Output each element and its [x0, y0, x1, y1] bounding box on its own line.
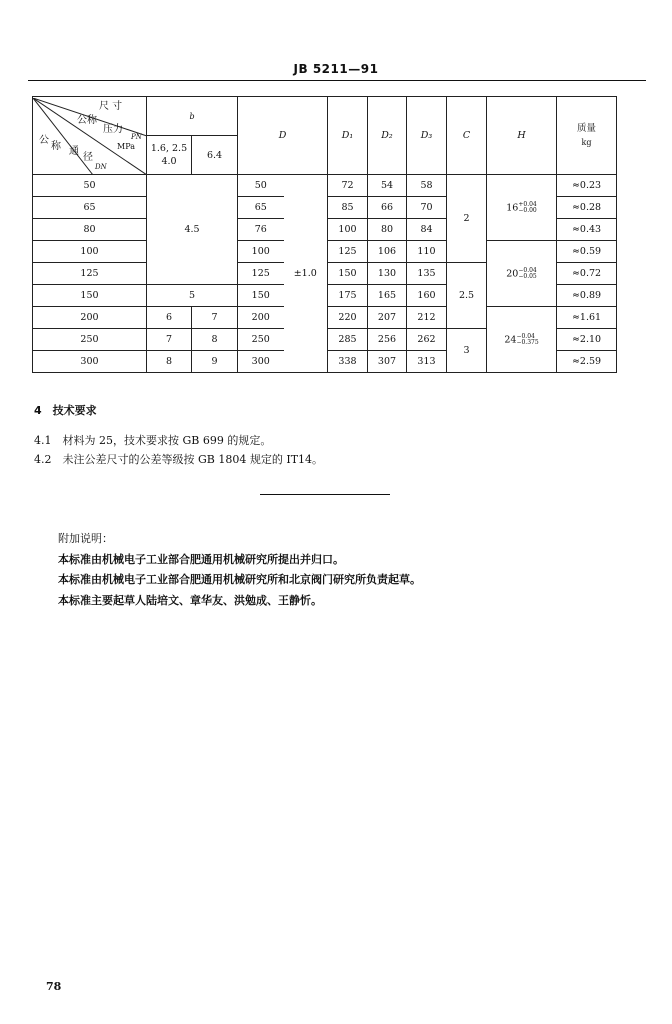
d2-cell: 54 — [368, 175, 407, 197]
dn-cell: 250 — [33, 329, 147, 351]
mass-cell: ≈0.28 — [557, 197, 617, 219]
header-b-pressure-low-1: 1.6, 2.5 — [150, 143, 188, 154]
d1-cell: 175 — [328, 285, 368, 307]
dn-cell: 125 — [33, 263, 147, 285]
d1-cell: 338 — [328, 351, 368, 373]
d2-cell: 66 — [368, 197, 407, 219]
mass-cell: ≈0.23 — [557, 175, 617, 197]
d3-cell: 212 — [407, 307, 447, 329]
d-cell: 200 — [238, 307, 284, 329]
d-tolerance-cell: ±1.0 — [284, 175, 328, 373]
d-cell: 100 — [238, 241, 284, 263]
section-title-tech-requirements: 4 技术要求 — [34, 404, 97, 417]
d3-cell: 58 — [407, 175, 447, 197]
d-cell: 76 — [238, 219, 284, 241]
separator-rule — [260, 494, 390, 495]
h-cell — [487, 241, 557, 307]
requirement-item-4-1: 4.1 材料为 25，技术要求按 GB 699 的规定。 — [34, 434, 272, 447]
header-D: D — [238, 97, 328, 175]
dn-cell: 80 — [33, 219, 147, 241]
h-upper-dev: −0.04 — [516, 332, 535, 340]
c-cell: 2 — [447, 175, 487, 263]
header-b: b — [147, 97, 238, 136]
dimension-table — [32, 96, 617, 373]
header-D2: D₂ — [368, 97, 407, 175]
d1-cell: 85 — [328, 197, 368, 219]
d2-cell: 256 — [368, 329, 407, 351]
diag-label-nom-b: 称 — [51, 140, 61, 152]
d3-cell: 110 — [407, 241, 447, 263]
diagonal-lines — [33, 98, 147, 175]
h-base: 20 — [506, 268, 519, 279]
c-cell: 3 — [447, 329, 487, 373]
page-number: 78 — [46, 980, 62, 993]
d2-cell: 207 — [368, 307, 407, 329]
header-C: C — [447, 97, 487, 175]
d-cell: 65 — [238, 197, 284, 219]
header-mass — [557, 97, 617, 175]
note-line-2: 本标准由机械电子工业部合肥通用机械研究所和北京阀门研究所负责起草。 — [58, 573, 421, 586]
d2-cell: 130 — [368, 263, 407, 285]
header-rule — [28, 80, 646, 81]
h-lower-dev: −0.00 — [518, 206, 537, 214]
b-low-cell: 8 — [147, 351, 192, 373]
dn-cell: 300 — [33, 351, 147, 373]
header-b-pressure-high: 6.4 — [192, 136, 238, 175]
h-upper-dev: +0.04 — [518, 200, 537, 208]
mass-cell: ≈1.61 — [557, 307, 617, 329]
additional-notes-title: 附加说明： — [58, 532, 113, 545]
b-merged-cell: 4.5 — [147, 175, 238, 285]
d1-cell: 285 — [328, 329, 368, 351]
d3-cell: 160 — [407, 285, 447, 307]
d3-cell: 262 — [407, 329, 447, 351]
d-cell: 125 — [238, 263, 284, 285]
d-cell: 250 — [238, 329, 284, 351]
dn-cell: 200 — [33, 307, 147, 329]
dn-cell: 100 — [33, 241, 147, 263]
c-cell: 2.5 — [447, 263, 487, 329]
h-base: 24 — [504, 334, 517, 345]
d1-cell: 72 — [328, 175, 368, 197]
h-lower-dev: −0.375 — [516, 338, 539, 346]
header-mass-label: 质量 — [576, 123, 596, 134]
diag-label-pressure-a: 公称 — [77, 114, 97, 126]
h-cell — [487, 307, 557, 373]
header-D1: D₁ — [328, 97, 368, 175]
document-code-header: JB 5211—91 — [293, 62, 379, 76]
mass-cell: ≈0.59 — [557, 241, 617, 263]
diag-label-mpa: MPa — [117, 141, 135, 151]
d2-cell: 307 — [368, 351, 407, 373]
d1-cell: 125 — [328, 241, 368, 263]
d3-cell: 70 — [407, 197, 447, 219]
h-base: 16 — [506, 202, 519, 213]
diag-label-nom-d: 径 — [83, 151, 93, 163]
b-high-cell: 8 — [192, 329, 238, 351]
b-low-cell: 6 — [147, 307, 192, 329]
b-high-cell: 7 — [192, 307, 238, 329]
d3-cell: 135 — [407, 263, 447, 285]
dn-cell: 50 — [33, 175, 147, 197]
d1-cell: 220 — [328, 307, 368, 329]
diag-label-nom-c: 通 — [69, 145, 79, 157]
mass-cell: ≈0.72 — [557, 263, 617, 285]
d-cell: 300 — [238, 351, 284, 373]
table-row — [33, 175, 617, 197]
header-b-pressure-low-2: 4.0 — [161, 156, 177, 167]
diagonal-header-cell — [33, 97, 147, 175]
d1-cell: 150 — [328, 263, 368, 285]
header-b-pressure-low — [147, 136, 192, 175]
h-cell — [487, 175, 557, 241]
diag-label-size: 尺 寸 — [99, 100, 123, 112]
mass-cell: ≈2.10 — [557, 329, 617, 351]
d2-cell: 80 — [368, 219, 407, 241]
b-low-cell: 7 — [147, 329, 192, 351]
h-upper-dev: −0.04 — [518, 266, 537, 274]
diag-label-dn: DN — [95, 162, 107, 171]
diag-label-pn: PN — [131, 132, 142, 141]
d3-cell: 84 — [407, 219, 447, 241]
d3-cell: 313 — [407, 351, 447, 373]
header-D3: D₃ — [407, 97, 447, 175]
b-merged-cell: 5 — [147, 285, 238, 307]
requirement-item-4-2: 4.2 未注公差尺寸的公差等级按 GB 1804 规定的 IT14。 — [34, 453, 324, 466]
dn-cell: 150 — [33, 285, 147, 307]
mass-cell: ≈0.89 — [557, 285, 617, 307]
d2-cell: 165 — [368, 285, 407, 307]
mass-cell: ≈2.59 — [557, 351, 617, 373]
note-line-1: 本标准由机械电子工业部合肥通用机械研究所提出并归口。 — [58, 553, 344, 566]
header-H: H — [487, 97, 557, 175]
d1-cell: 100 — [328, 219, 368, 241]
d-cell: 150 — [238, 285, 284, 307]
dn-cell: 65 — [33, 197, 147, 219]
b-high-cell: 9 — [192, 351, 238, 373]
d-cell: 50 — [238, 175, 284, 197]
d2-cell: 106 — [368, 241, 407, 263]
h-lower-dev: −0.05 — [518, 272, 537, 280]
header-mass-unit: kg — [581, 138, 592, 147]
mass-cell: ≈0.43 — [557, 219, 617, 241]
diag-label-pressure-b: 压力 — [103, 123, 123, 135]
note-line-3: 本标准主要起草人陆培文、章华友、洪勉成、王静忻。 — [58, 594, 322, 607]
diag-label-nom-a: 公 — [39, 134, 49, 146]
